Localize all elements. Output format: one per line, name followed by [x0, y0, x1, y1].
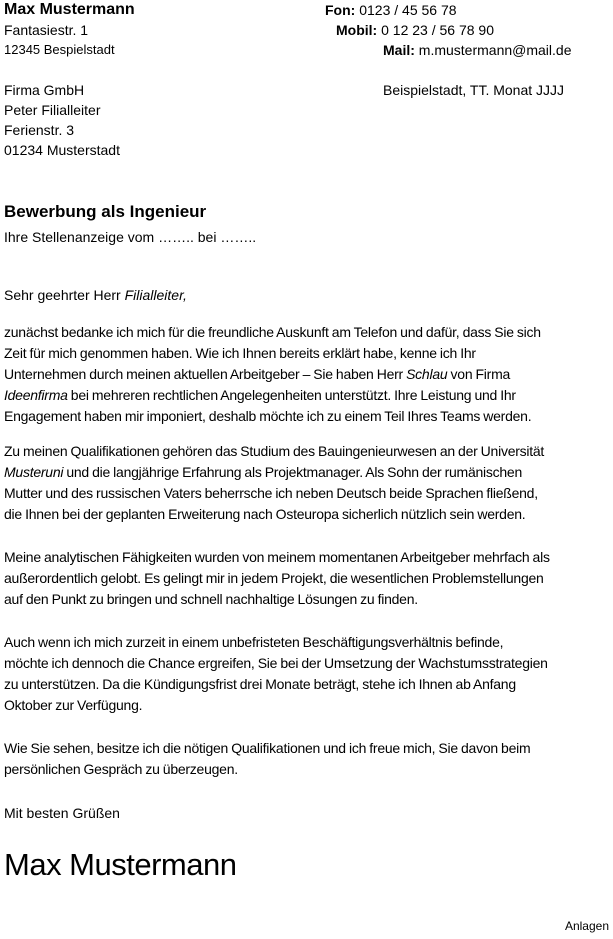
paragraph-line: Wie Sie sehen, besitze ich die nötigen Qualifikationen und ich freue mich, Sie davon beim	[4, 740, 531, 756]
sender-street: Fantasiestr. 1	[4, 22, 89, 38]
salutation-prefix: Sehr geehrter Herr	[4, 287, 125, 303]
date-line: Beispielstadt, TT. Monat JJJJ	[383, 82, 565, 98]
salutation-name: Filialleiter,	[124, 287, 187, 303]
recipient-city: 01234 Musterstadt	[4, 142, 120, 158]
paragraph-2	[4, 441, 610, 525]
signature: Max Mustermann	[4, 847, 237, 882]
recipient-street: Ferienstr. 3	[4, 122, 75, 138]
paragraph-line: Auch wenn ich mich zurzeit in einem unbefristeten Beschäftigungsverhältnis befinde,	[4, 634, 504, 650]
mobil-value: 0 12 23 / 56 78 90	[381, 22, 494, 38]
paragraph-line: zu unterstützen. Da die Kündigungsfrist drei Monate beträgt, stehe ich Ihnen ab Anfang	[4, 676, 516, 692]
paragraph-line: außerordentlich gelobt. Es gelingt mir in jedem Projekt, die wesentlichen Problemstellungen	[4, 570, 544, 586]
paragraph-line: Unternehmen durch meinen aktuellen Arbeitgeber – Sie haben Herr Schlau von Firma	[4, 366, 511, 382]
paragraph-line: möchte ich dennoch die Chance ergreifen, Sie bei der Umsetzung der Wachstumsstrategien	[4, 655, 548, 671]
paragraph-line: Ideenfirma bei mehreren rechtlichen Angelegenheiten unterstützt. Ihre Leistung und Ihr	[4, 387, 516, 403]
paragraph-5	[4, 738, 610, 780]
paragraph-line: Oktober zur Verfügung.	[4, 697, 143, 713]
paragraph-line: zunächst bedanke ich mich für die freundliche Auskunft am Telefon und dafür, dass Sie sich	[4, 324, 541, 340]
recipient-person: Peter Filialleiter	[4, 102, 101, 118]
paragraph-line: Zeit für mich genommen haben. Wie ich Ihnen bereits erklärt habe, kenne ich Ihr	[4, 345, 476, 361]
sender-name: Max Mustermann	[4, 1, 135, 18]
fon-label: Fon:	[325, 2, 356, 18]
paragraph-line: persönlichen Gespräch zu überzeugen.	[4, 761, 238, 777]
paragraph-line: Mutter und des russischen Vaters beherrsche ich neben Deutsch beide Sprachen fließend,	[4, 485, 538, 501]
recipient-company: Firma GmbH	[4, 82, 85, 98]
contact-fon	[325, 1, 457, 19]
paragraph-line: auf den Punkt zu bringen und schnell nachhaltige Lösungen zu finden.	[4, 591, 418, 607]
paragraph-line: die Ihnen bei der geplanten Erweiterung nach Osteuropa sicherlich nützlich sein werden.	[4, 506, 526, 522]
contact-mobil	[336, 21, 494, 39]
mail-value[interactable]: m.mustermann@mail.de	[418, 42, 572, 58]
subject-reference: Ihre Stellenanzeige vom …….. bei ……..	[4, 229, 257, 245]
paragraph-4	[4, 632, 610, 716]
sender-city: 12345 Bespielstadt	[4, 42, 115, 57]
attachments-label: Anlagen	[564, 919, 609, 933]
closing: Mit besten Grüßen	[4, 805, 120, 821]
paragraph-line: Zu meinen Qualifikationen gehören das Studium des Bauingenieurwesen an der Universität	[4, 443, 545, 459]
subject-title: Bewerbung als Ingenieur	[4, 202, 207, 221]
mail-label: Mail:	[383, 42, 415, 58]
paragraph-3	[4, 547, 610, 610]
paragraph-line: Musteruni und die langjährige Erfahrung als Projektmanager. Als Sohn der rumänischen	[4, 464, 522, 480]
contact-mail	[383, 41, 571, 59]
paragraph-line: Engagement haben mir imponiert, deshalb möchte ich zu einem Teil Ihres Teams werden.	[4, 408, 532, 424]
paragraph-1	[4, 322, 610, 427]
fon-value: 0123 / 45 56 78	[359, 2, 457, 18]
mobil-label: Mobil:	[336, 22, 378, 38]
paragraph-line: Meine analytischen Fähigkeiten wurden von meinem momentanen Arbeitgeber mehrfach als	[4, 549, 550, 565]
salutation	[4, 286, 187, 304]
